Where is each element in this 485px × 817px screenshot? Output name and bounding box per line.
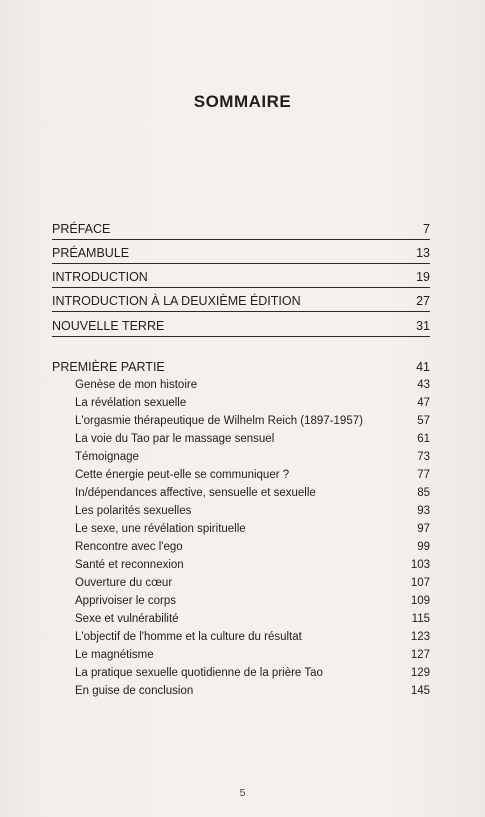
page-number: 5: [239, 787, 246, 799]
toc-subentry: [75, 413, 430, 429]
toc-subentry: [75, 449, 430, 465]
toc-entry-label: Témoignage: [75, 451, 139, 463]
toc-entry-label: INTRODUCTION: [52, 270, 148, 284]
toc-entry-page: 127: [410, 649, 430, 661]
toc-entry-page: 97: [417, 523, 430, 535]
toc-entry: [52, 293, 430, 309]
toc-entry-label: Cette énergie peut-elle se communiquer ?: [75, 469, 290, 481]
divider: [52, 336, 430, 337]
toc-entry-page: 19: [416, 270, 430, 284]
toc-entry-label: En guise de conclusion: [75, 685, 194, 697]
toc-entry-page: 31: [416, 319, 430, 333]
toc-subentry: [75, 629, 430, 645]
toc-entry-page: 145: [410, 685, 430, 697]
toc-entry: [52, 318, 430, 334]
toc-subentry: [75, 575, 430, 591]
toc-subentry: [75, 539, 430, 555]
toc-entry-page: 99: [417, 541, 430, 553]
toc-subentry: [75, 431, 430, 447]
toc-entry-page: 41: [416, 360, 430, 374]
toc-entry: [52, 221, 430, 237]
toc-entry-label: PRÉAMBULE: [52, 246, 130, 260]
toc-entry-label: Le sexe, une révélation spirituelle: [75, 523, 246, 535]
toc-entry: [52, 245, 430, 261]
divider: [52, 239, 430, 240]
toc-entry-page: 115: [411, 613, 430, 625]
toc-subentry: [75, 557, 430, 573]
toc-entry: [52, 269, 430, 285]
toc-subentry: [75, 593, 430, 609]
toc-entry-page: 27: [416, 294, 430, 308]
toc-subentry: [75, 503, 430, 519]
toc-entry-label: Les polarités sexuelles: [75, 505, 192, 517]
toc-entry-label: L'objectif de l'homme et la culture du résultat: [75, 631, 302, 643]
toc-entry-page: 13: [416, 246, 430, 260]
divider: [52, 311, 430, 312]
toc-entry-label: Ouverture du cœur: [75, 577, 173, 589]
toc-entry-page: 47: [417, 397, 430, 409]
toc-entry-label: La voie du Tao par le massage sensuel: [75, 433, 275, 445]
toc-entry-label: NOUVELLE TERRE: [52, 319, 165, 333]
toc-subentry: [75, 665, 430, 681]
toc-entry-page: 85: [417, 487, 430, 499]
toc-entry-page: 73: [417, 451, 430, 463]
toc-entry-label: La pratique sexuelle quotidienne de la prière Tao: [75, 667, 323, 679]
toc-entry-label: Le magnétisme: [75, 649, 154, 661]
toc-entry-page: 61: [417, 433, 430, 445]
toc-entry-label: Genèse de mon histoire: [75, 379, 198, 391]
toc-entry-label: Sexe et vulnérabilité: [75, 613, 179, 625]
divider: [52, 287, 430, 288]
toc-entry-label: INTRODUCTION À LA DEUXIÈME ÉDITION: [52, 294, 301, 308]
toc-entry-page: 93: [417, 505, 430, 517]
toc-entry-page: 123: [410, 631, 430, 643]
toc-subentry: [75, 683, 430, 699]
toc-entry-label: Apprivoiser le corps: [75, 595, 176, 607]
toc-subentry: [75, 377, 430, 393]
toc-entry-page: 43: [417, 379, 430, 391]
toc-entry-label: In/dépendances affective, sensuelle et sexuelle: [75, 487, 316, 499]
toc-entry-page: 77: [417, 469, 430, 481]
toc-entry-page: 107: [410, 577, 430, 589]
toc-entry-label: PREMIÈRE PARTIE: [52, 360, 165, 374]
toc-entry-label: Santé et reconnexion: [75, 559, 184, 571]
divider: [52, 263, 430, 264]
toc-subentry: [75, 485, 430, 501]
toc-entry-page: 109: [410, 595, 430, 607]
toc-subentry: [75, 395, 430, 411]
toc-subentry: [75, 647, 430, 663]
toc-entry-page: 7: [423, 222, 430, 236]
toc-entry: [52, 359, 430, 375]
toc-entry-page: 57: [417, 415, 430, 427]
toc-subentry: [75, 521, 430, 537]
toc-subentry: [75, 611, 430, 627]
toc-entry-label: La révélation sexuelle: [75, 397, 187, 409]
toc-entry-label: PRÉFACE: [52, 222, 111, 236]
page-title: SOMMAIRE: [193, 92, 292, 111]
toc-entry-label: L'orgasmie thérapeutique de Wilhelm Reich (1897-1957): [75, 415, 363, 427]
toc-entry-page: 129: [410, 667, 430, 679]
toc-entry-label: Rencontre avec l'ego: [75, 541, 183, 553]
toc-entry-page: 103: [410, 559, 430, 571]
toc-subentry: [75, 467, 430, 483]
